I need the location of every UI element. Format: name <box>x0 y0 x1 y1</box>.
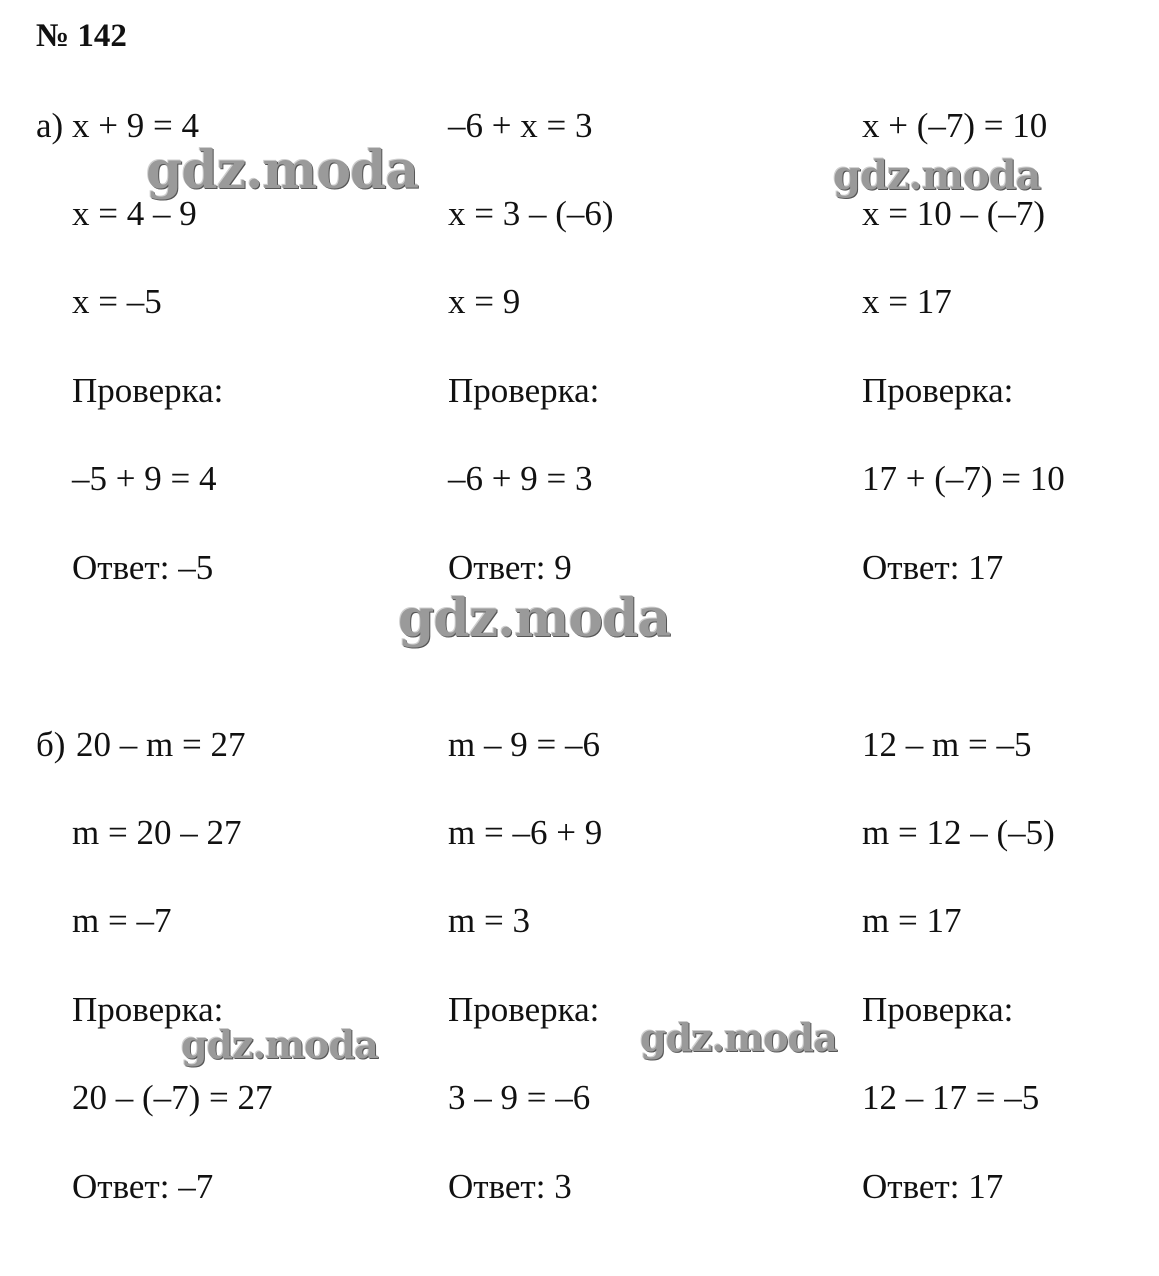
section-a-col2-line3: x = 9 <box>448 282 521 321</box>
section-b-col2-line3: m = 3 <box>448 901 530 940</box>
section-b-col1-line2: m = 20 – 27 <box>72 813 242 852</box>
section-a-col1-line6: Ответ: –5 <box>72 548 214 587</box>
section-b-col3-line2: m = 12 – (–5) <box>862 813 1055 852</box>
section-b-col2-line5: 3 – 9 = –6 <box>448 1078 591 1117</box>
section-b-col1-line3: m = –7 <box>72 901 172 940</box>
section-b-col2-line1: m – 9 = –6 <box>448 725 600 764</box>
watermark: gdz.moda <box>398 588 671 649</box>
watermark: gdz.moda <box>146 140 419 201</box>
section-a-col3-line6: Ответ: 17 <box>862 548 1004 587</box>
section-a-col3-line4: Проверка: <box>862 371 1014 410</box>
section-a-label: а) <box>36 106 64 145</box>
section-b-col2-line2: m = –6 + 9 <box>448 813 603 852</box>
section-b-col3-line1: 12 – m = –5 <box>862 725 1032 764</box>
problem-number: № 142 <box>36 18 127 54</box>
section-a-col2-line1: –6 + x = 3 <box>448 106 593 145</box>
section-b-col3-line4: Проверка: <box>862 990 1014 1029</box>
section-b-col2-line6: Ответ: 3 <box>448 1167 572 1206</box>
section-a-col3-line1: x + (–7) = 10 <box>862 106 1048 145</box>
section-a-col3-line2: x = 10 – (–7) <box>862 194 1046 233</box>
section-a-col1-line2: x = 4 – 9 <box>72 194 197 233</box>
section-b-col1-line1: 20 – m = 27 <box>76 725 246 764</box>
section-b-col2-line4: Проверка: <box>448 990 600 1029</box>
watermark: gdz.moda <box>640 1015 837 1060</box>
section-a-col2-line4: Проверка: <box>448 371 600 410</box>
section-b-col3-line6: Ответ: 17 <box>862 1167 1004 1206</box>
section-b-col3-line3: m = 17 <box>862 901 962 940</box>
section-b-col1-line6: Ответ: –7 <box>72 1167 214 1206</box>
section-a-col1-line1: x + 9 = 4 <box>72 106 199 145</box>
section-b-col1-line5: 20 – (–7) = 27 <box>72 1078 273 1117</box>
section-a-col3-line3: x = 17 <box>862 282 952 321</box>
section-a-col2-line2: x = 3 – (–6) <box>448 194 614 233</box>
watermark: gdz.moda <box>833 152 1041 199</box>
section-a-col3-line5: 17 + (–7) = 10 <box>862 459 1065 498</box>
section-b-label: б) <box>36 725 66 764</box>
section-a-col2-line5: –6 + 9 = 3 <box>448 459 593 498</box>
section-a-col1-line4: Проверка: <box>72 371 224 410</box>
section-b-col1-line4: Проверка: <box>72 990 224 1029</box>
section-a-col2-line6: Ответ: 9 <box>448 548 572 587</box>
section-b-col3-line5: 12 – 17 = –5 <box>862 1078 1040 1117</box>
section-a-col1-line3: x = –5 <box>72 282 162 321</box>
watermark: gdz.moda <box>181 1022 378 1067</box>
section-a-col1-line5: –5 + 9 = 4 <box>72 459 217 498</box>
